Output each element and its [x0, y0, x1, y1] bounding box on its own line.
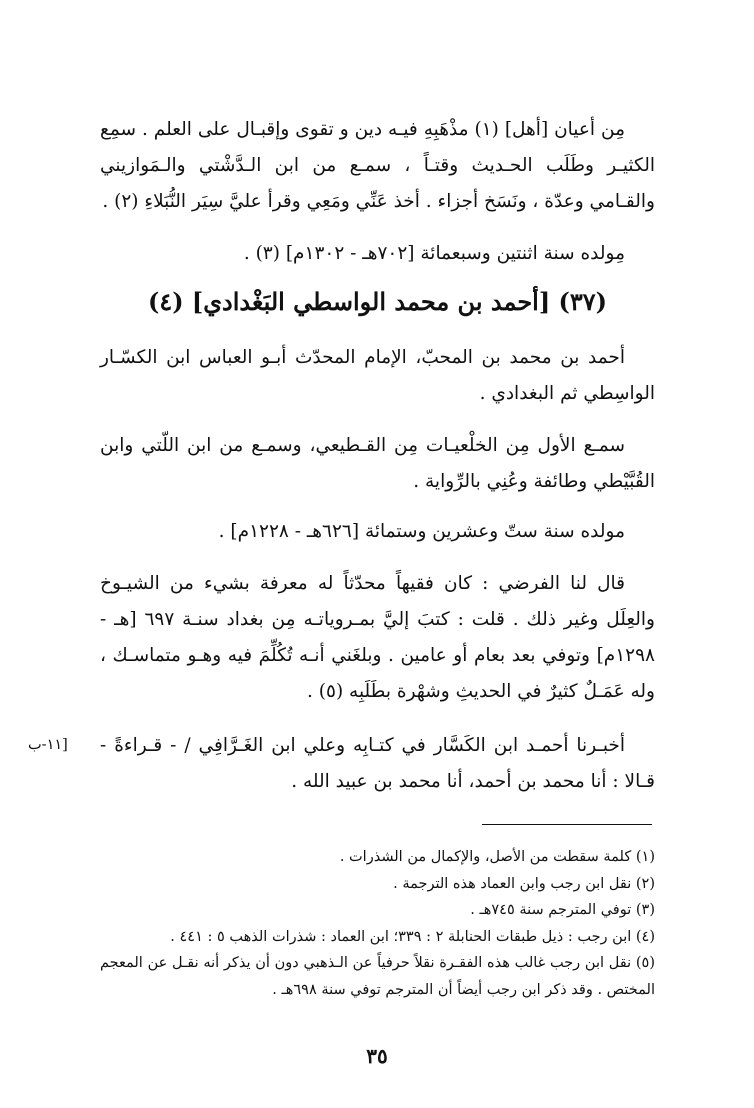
page-number: ٣٥: [366, 1044, 388, 1068]
footnote-divider: [482, 824, 652, 825]
manuscript-folio-marker: [١١-ب: [28, 737, 68, 753]
paragraph-faradi-report: قال لنا الفرضي : كان فقيهاً محدّثاً له معرفة بشيء من الشيـوخ والعِلَل وغير ذلك . قلت : كتبَ إليَّ بمـروياتـه مِن بغداد سنـة ٦٩٧ [هـ - ١٢٩٨م] وتوفي بعد بعام أو عامين . وبلغَني أنـه تُكُلِّمَ فيه وهـو متماسـك ، وله عَمَـلٌ كثيرٌ في الحديثِ وشهْرة بطَلَبِه (٥) .: [100, 573, 655, 702]
paragraph-biography-previous: مِن أعيان [أهل] (١) مذْهَبِهِ فيـه دين و تقوى وإقبـال على العلم . سمِع الكثيـر وطَلَب الحـديث وقتـاً ، سمـع من ابن الـدَّشْتي والـمَوازيني والقـامي وعدّة ، ونَسَخ أجزاء . أخذ عَنِّي ومَعِي وقرأ عليَّ سِيَر النُّبَلاءِ (٢) .: [100, 119, 655, 212]
footnote-item: (٤) ابن رجب : ذيل طبقات الحنابلة ٢ : ٣٣٩؛ ابن العماد : شذرات الذهب ٥ : ٤٤١ .: [170, 928, 655, 945]
paragraph-birth-year: مولده سنة ستّ وعشرين وستمائة [٦٢٦هـ - ١٢٢٨م] .: [218, 521, 625, 542]
paragraph-hearing: سمـع الأول مِن الخلْعيـات مِن القـطيعي، وسمـع من ابن اللّتي وابن القُبَّيْطي وطائفة وعُنِي بالرِّواية .: [100, 435, 655, 492]
entry-heading: (٣٧) [أحمد بن محمد الواسطي البَغْدادي] (٤): [147, 287, 608, 316]
footnote-item: (٣) توفي المترجم سنة ٧٤٥هـ .: [470, 902, 655, 918]
paragraph-birth-year-previous: مِولده سنة اثنتين وسبعمائة [٧٠٢هـ - ١٣٠٢م] (٣) .: [243, 243, 625, 264]
footnotes: [100, 844, 655, 1003]
footnote-item: (٢) نقل ابن رجب وابن العماد هذه الترجمة .: [393, 875, 655, 892]
paragraph-name-lineage: أحمد بن محمد بن المحبّ، الإمام المحدّث أبـو العباس ابن الكسّـار الواسِطي ثم البغدادي .: [100, 347, 655, 404]
footnote-item: (١) كلمة سقطت من الأصل، والإكمال من الشذرات .: [339, 849, 655, 865]
footnote-item: (٥) نقل ابن رجب غالب هذه الفقـرة نقلاً حرفياً عن الـذهبي دون أن يذكر أنه نقـل عن المعجم المختص . وقد ذكر ابن رجب أيضاً أن المترجم توفي سنة ٦٩٨هـ .: [100, 955, 655, 998]
paragraph-isnad: أخبـرنا أحمـد ابن الكَسَّار في كتـابِه وعلي ابن الغَـرَّافِي / - قـراءةً - قـالا : أنا محمد بن أحمد، أنا محمد بن عبيد الله .: [100, 735, 655, 792]
